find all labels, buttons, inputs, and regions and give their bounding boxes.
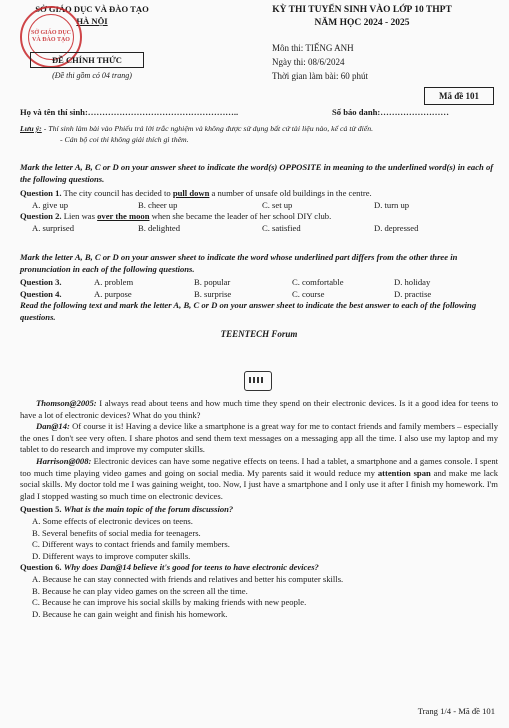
- question-4-label: Question 4.: [20, 288, 62, 299]
- option-c: C. satisfied: [262, 222, 301, 233]
- question-4: [20, 289, 498, 301]
- section-3-instruction: Read the following text and mark the letter A, B, C or D on your answer sheet to indicate the best answer to each of the following questions.: [20, 300, 477, 322]
- section-1: [20, 162, 498, 235]
- question-1: [20, 188, 498, 200]
- option-a: A. give up: [32, 199, 69, 210]
- candidate-id-line: Số báo danh:……………………: [332, 107, 449, 117]
- question-1-label: Question 1.: [20, 188, 62, 199]
- candidate-name-line: Họ và tên thí sinh:……………………………………………..: [20, 107, 239, 117]
- exam-title: KỲ THI TUYỂN SINH VÀO LỚP 10 THPT: [272, 5, 452, 15]
- question-5: [20, 504, 498, 516]
- post-text: Of course it is! Having a device like a smartphone is a great way for me to contact friends and family members – especially the ones I don't see very often. I share photos and send them text messages on a messaging app all the time. I also use my laptop and my tablet to do research and improve my computer skills.: [20, 421, 498, 455]
- post-bold-phrase: attention span: [377, 467, 431, 478]
- subject: Môn thi: TIẾNG ANH: [272, 43, 354, 53]
- exam-header: [232, 4, 492, 30]
- question-2-options: [20, 223, 498, 235]
- option-b: B. popular: [194, 277, 231, 288]
- option-b: B. cheer up: [138, 199, 178, 210]
- note-2: - Cán bộ coi thi không giải thích gì thêm.: [60, 134, 189, 144]
- post-text: and make me lack social skills. My doctor told me I was gaining weight, too. Now, I just have a smartphone and I only use it after I finish my homework. I'm glad I stopped wasting so much time on electronic devices.: [20, 467, 498, 501]
- question-1-underlined: pull down: [172, 188, 210, 199]
- notes-label: Lưu ý:: [20, 124, 42, 133]
- option-d: D. practise: [394, 288, 432, 299]
- option-a: A. surprised: [32, 222, 75, 233]
- page-count-note: (Đề thi gồm có 04 trang): [52, 71, 132, 80]
- stamp-text-2: VÀ ĐÀO TẠO: [32, 37, 70, 43]
- question-1-options: [20, 200, 498, 212]
- option-d: D. Because he can gain weight and finish his homework.: [32, 608, 228, 619]
- option-a: A. Some effects of electronic devices on teens.: [32, 515, 193, 526]
- option-b: B. Several benefits of social media for teenagers.: [32, 527, 201, 538]
- option-d: D. depressed: [374, 222, 419, 233]
- question-2-text-pre: Lien was: [63, 211, 98, 222]
- option-b: B. Because he can play video games on the screen all the time.: [32, 585, 248, 596]
- question-2-label: Question 2.: [20, 211, 62, 222]
- option-d: D. Different ways to improve computer skills.: [32, 550, 191, 561]
- option-a: A. purpose: [94, 288, 132, 299]
- question-3: [20, 277, 498, 289]
- question-5-text: What is the main topic of the forum discussion?: [63, 504, 234, 515]
- option-d: D. turn up: [374, 199, 410, 210]
- question-1-text-pre: The city council has decided to: [63, 188, 173, 199]
- keyboard-icon: [244, 371, 272, 391]
- post-dan: [20, 421, 498, 456]
- option-a: A. problem: [94, 277, 134, 288]
- forum-posts: [20, 398, 498, 620]
- forum-title: TEENTECH Forum: [220, 328, 298, 339]
- post-harrison: [20, 456, 498, 502]
- question-1-text-post: a number of unsafe old buildings in the centre.: [209, 188, 372, 199]
- department-name: SỞ GIÁO DỤC VÀ ĐÀO TẠO: [35, 4, 149, 14]
- section-2: [20, 252, 498, 340]
- question-6: [20, 562, 498, 574]
- stamp-text-1: SỞ GIÁO DỤC: [30, 30, 71, 37]
- option-d: D. holiday: [394, 277, 431, 288]
- post-thomson: [20, 398, 498, 421]
- section-2-instruction: Mark the letter A, B, C or D on your answer sheet to indicate the word whose underlined part differs from the other three in pronunciation in each of the following questions.: [20, 252, 458, 274]
- option-c: C. comfortable: [292, 277, 344, 288]
- question-5-options: [20, 516, 498, 562]
- note-1: - Thí sinh làm bài vào Phiếu trả lời trắc nghiệm và không được sử dụng bất cứ tài liệu nào, kể cả từ điển.: [43, 124, 374, 133]
- question-2-text-post: when she became the leader of her school DIY club.: [149, 211, 332, 222]
- question-6-label: Question 6.: [20, 562, 62, 573]
- option-c: C. Because he can improve his social skills by making friends with new people.: [32, 597, 307, 608]
- post-text: Electronic devices can have some negative effects on teens. I had a tablet, a smartphone and a games console. I spent too much time playing video games and going on social media. My parents said it would reduce my: [20, 455, 498, 478]
- question-5-label: Question 5.: [20, 504, 62, 515]
- question-6-text: Why does Dan@14 believe it's good for teens to have electronic devices?: [63, 562, 319, 573]
- question-6-options: [20, 574, 498, 620]
- post-author: Dan@14:: [36, 421, 70, 432]
- department-city: HÀ NỘI: [76, 15, 108, 26]
- option-c: C. set up: [262, 199, 293, 210]
- post-author: Thomson@2005:: [36, 398, 97, 408]
- official-label: ĐỀ CHÍNH THỨC: [30, 52, 144, 68]
- question-2: [20, 211, 498, 223]
- school-year: NĂM HỌC 2024 - 2025: [314, 17, 410, 28]
- question-2-underlined: over the moon: [97, 211, 150, 222]
- page-footer: Trang 1/4 - Mã đề 101: [417, 706, 495, 716]
- exam-date: Ngày thi: 08/6/2024: [272, 57, 345, 67]
- duration: Thời gian làm bài: 60 phút: [272, 71, 368, 81]
- post-text: I always read about teens and how much time they spend on their electronic devices. Is it a good idea for teens to have a lot of electronic devices? What do you think?: [20, 398, 498, 420]
- post-author: Harrison@008:: [36, 455, 92, 466]
- option-b: B. surprise: [194, 288, 232, 299]
- option-b: B. delighted: [138, 222, 181, 233]
- notes: [20, 124, 498, 145]
- section-1-instruction: Mark the letter A, B, C or D on your answer sheet to indicate the word(s) OPPOSITE in meaning to the underlined word(s) in each of the following questions.: [20, 162, 494, 184]
- exam-code: Mã đề 101: [424, 87, 494, 105]
- option-c: C. Different ways to contact friends and family members.: [32, 539, 230, 550]
- option-c: C. course: [292, 288, 325, 299]
- option-a: A. Because he can stay connected with friends and relatives and better his computer skills.: [32, 573, 344, 584]
- question-3-label: Question 3.: [20, 277, 62, 288]
